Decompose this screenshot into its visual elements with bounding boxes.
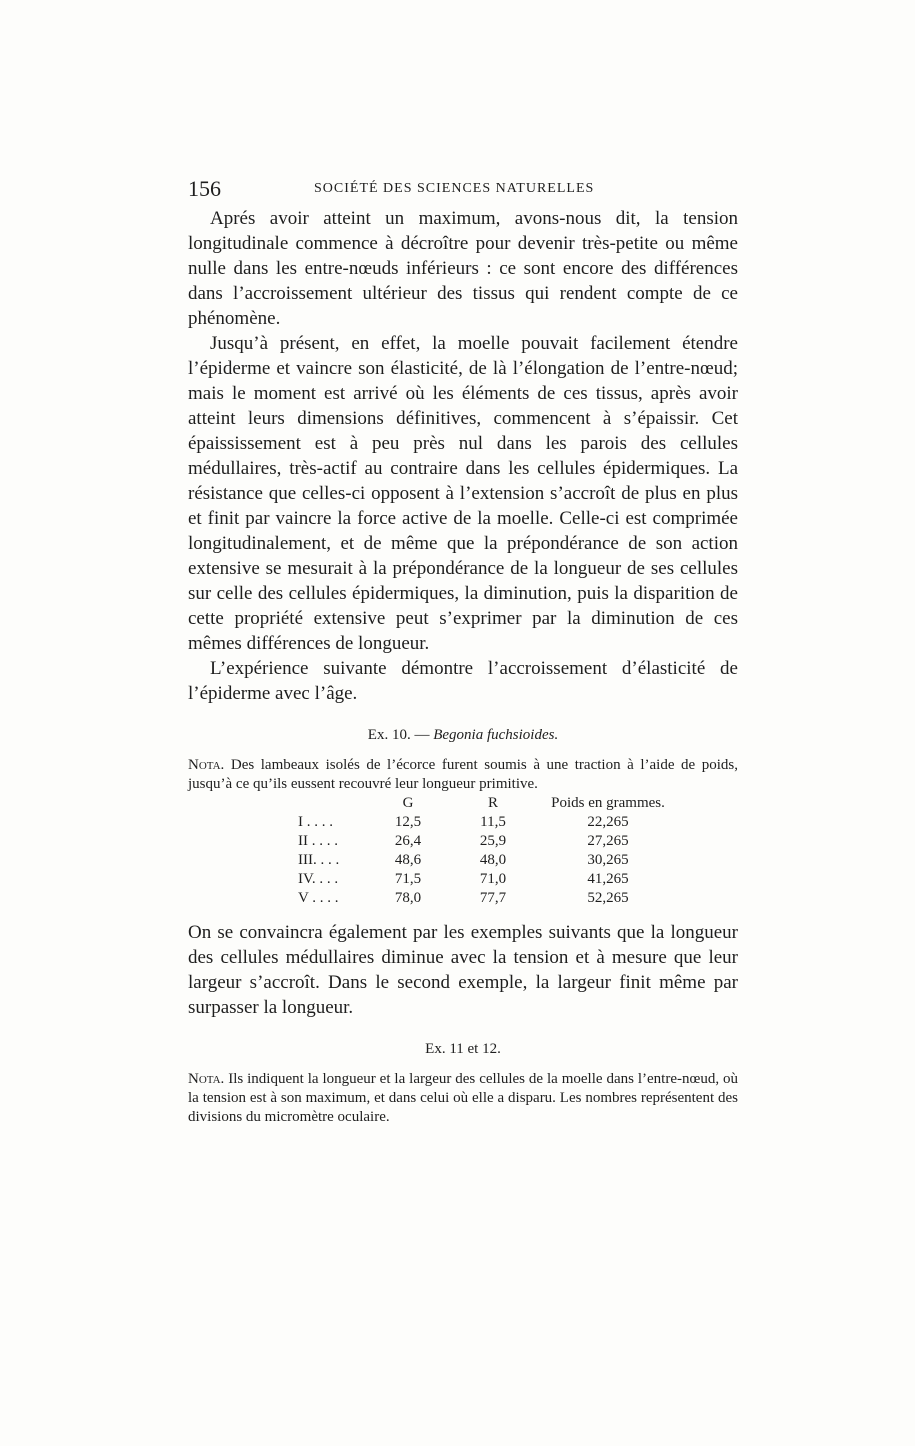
table-cell: 22,265 [587, 814, 629, 830]
table-cell: IV. . . . [298, 871, 339, 887]
note-text: Des lambeaux isolés de l’écorce furent soumis à une traction à l’aide de poids, jusqu’à ce qu’ils eussent recouvré leur longueur primitive. [188, 757, 738, 792]
note-label: Nota. [188, 1071, 225, 1087]
table-cell: III. . . . [298, 852, 340, 868]
table-cell: 71,0 [479, 871, 507, 887]
note-label: Nota. [188, 757, 225, 773]
paragraph-4: On se convaincra également par les exemples suivants que la longueur des cellules médullaires diminue avec la tension et à mesure que leur largeur s’accroît. Dans le second exemple, la largeur finit même par surpasser la longueur. [188, 922, 738, 1018]
page-content [188, 176, 738, 1127]
table-cell: 25,9 [479, 833, 507, 849]
note-text: Ils indiquent la longueur et la largeur des cellules de la moelle dans l’entre-nœud, où la tension est à son maximum, et dans celui où elle a disparu. Les nombres représentent des divisions du micromètre oculaire. [188, 1071, 738, 1125]
table-cell: 78,0 [394, 890, 422, 906]
table-cell: 52,265 [587, 890, 629, 906]
table-cell: 12,5 [394, 814, 422, 830]
table-row [298, 832, 668, 851]
page-number: 156 [188, 176, 221, 201]
table-cell: 48,0 [479, 852, 507, 868]
table-cell: 27,265 [587, 833, 629, 849]
table-cell: II . . . . [298, 833, 338, 849]
table-cell: 71,5 [394, 871, 422, 887]
table-cell: I . . . . [298, 814, 333, 830]
measurement-table [298, 794, 668, 908]
example-10-species: Begonia fuchsioides. [433, 727, 559, 743]
table-cell: V . . . . [298, 890, 339, 906]
table-cell: 30,265 [587, 852, 629, 868]
table-cell: 77,7 [479, 890, 507, 906]
table-cell: 11,5 [480, 814, 506, 830]
table-row [298, 851, 668, 870]
example-10-note [188, 756, 738, 794]
running-head [188, 176, 738, 206]
table-row [298, 870, 668, 889]
table-header [298, 794, 378, 813]
table-cell: 48,6 [394, 852, 422, 868]
paragraph-1: Aprés avoir atteint un maximum, avons-nous dit, la tension longitudinale commence à décroître pour devenir très-petite ou même nulle dans les entre-nœuds inférieurs : ce sont encore des différences dans l’accroissement ultérieur des tissus qui rendent compte de ce phénomène. [188, 208, 738, 329]
table-header: Poids en grammes. [551, 795, 665, 811]
table-cell: 26,4 [394, 833, 422, 849]
table-header-row [298, 794, 668, 813]
example-11-caption: Ex. 11 et 12. [425, 1041, 501, 1057]
example-10-caption [188, 724, 738, 746]
table-header: G [402, 795, 414, 811]
paragraph-2: Jusqu’à présent, en effet, la moelle pouvait facilement étendre l’épiderme et vaincre son élasticité, de là l’élongation de l’entre-nœud; mais le moment est arrivé où les éléments de ces tissus, après avoir atteint leurs dimensions définitives, commencent à s’épaissir. Cet épaississement est à peu près nul dans les parois des cellules médullaires, très-actif au contraire dans les cellules épidermiques. La résistance que celles-ci opposent à l’extension s’accroît de plus en plus et finit par vaincre la force active de la moelle. Celle-ci est comprimée longitudinalement, et de même que la prépondérance de son action extensive se mesurait à la prépondérance de la longueur de ses cellules sur celle des cellules épidermiques, la diminution, puis la disparition de cette propriété extensive peut s’exprimer par la diminution de ces mêmes différences de longueur. [188, 333, 738, 654]
table-row [298, 813, 668, 832]
table-row [298, 889, 668, 908]
paragraph-3: L’expérience suivante démontre l’accroissement d’élasticité de l’épiderme avec l’âge. [188, 658, 738, 704]
example-10-prefix: Ex. 10. — [367, 727, 434, 743]
running-title: SOCIÉTÉ DES SCIENCES NATURELLES [314, 181, 595, 196]
table-cell: 41,265 [587, 871, 629, 887]
table-header: R [487, 795, 498, 811]
example-11-note [188, 1070, 738, 1127]
